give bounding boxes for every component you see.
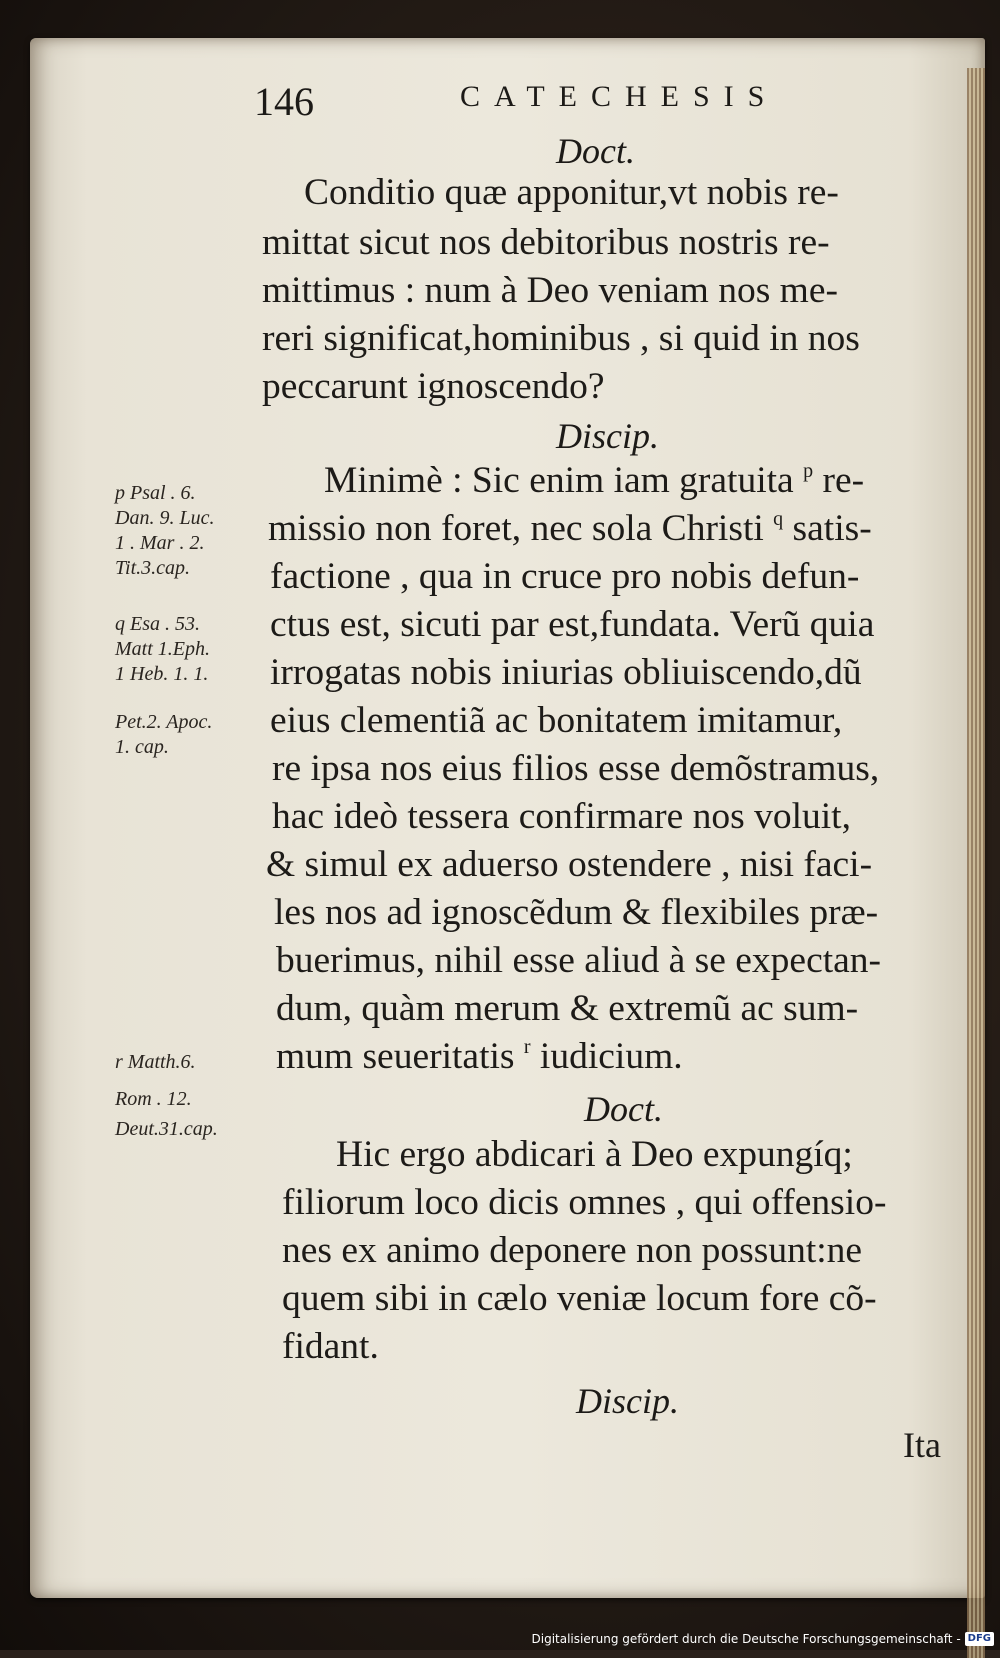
text-line: irrogatas nobis iniurias obliuiscendo,dũ <box>270 652 862 693</box>
margin-note: 1. cap. <box>115 736 169 758</box>
catchword: Ita <box>903 1425 941 1465</box>
footnote-marker: r <box>523 1035 531 1058</box>
text-line <box>324 459 865 501</box>
margin-note: Matt 1.Eph. <box>115 638 210 660</box>
text-line: reri significat,hominibus , si quid in nos <box>262 318 860 359</box>
footnote-marker: p <box>803 459 814 482</box>
margin-note: Deut.31.cap. <box>115 1118 218 1140</box>
text-line: mittimus : num à Deo veniam nos me- <box>262 270 838 311</box>
footnote-marker: q <box>773 507 784 530</box>
speaker-label: Discip. <box>556 416 659 456</box>
text-segment: Minimè : Sic enim iam gratuita <box>324 460 794 501</box>
text-line <box>268 507 872 549</box>
text-line: factione , qua in cruce pro nobis defun- <box>270 556 860 597</box>
text-line: filiorum loco dicis omnes , qui offensio- <box>282 1182 887 1223</box>
text-line: hac ideò tessera confirmare nos voluit, <box>272 796 851 837</box>
text-line: ctus est, sicuti par est,fundata. Verũ quia <box>270 604 875 645</box>
text-line: Hic ergo abdicari à Deo expungíq; <box>336 1134 853 1175</box>
text-segment: iudicium. <box>539 1036 683 1077</box>
footer-text: Digitalisierung gefördert durch die Deutsche Forschungsgemeinschaft - <box>531 1632 961 1646</box>
text-line: quem sibi in cælo veniæ locum fore cõ- <box>282 1278 877 1319</box>
dfg-logo: DFG <box>965 1632 994 1646</box>
margin-note: 1 Heb. 1. 1. <box>115 663 209 685</box>
margin-note: Pet.2. Apoc. <box>115 711 213 733</box>
text-segment: re- <box>822 460 865 501</box>
speaker-label: Doct. <box>584 1089 663 1129</box>
margin-note: Dan. 9. Luc. <box>115 507 215 529</box>
margin-note: r Matth.6. <box>115 1051 196 1073</box>
running-head: CATECHESIS <box>460 80 779 113</box>
text-line: Conditio quæ apponitur,vt nobis re- <box>304 172 839 213</box>
text-line: les nos ad ignoscẽdum & flexibiles præ- <box>274 892 879 933</box>
page-number: 146 <box>254 79 314 124</box>
speaker-label: Doct. <box>556 131 635 171</box>
text-segment: satis- <box>792 508 872 549</box>
margin-note: Tit.3.cap. <box>115 557 191 579</box>
text-line: buerimus, nihil esse aliud à se expectan- <box>276 940 882 981</box>
text-line: dum, quàm merum & extremũ ac sum- <box>276 988 859 1029</box>
text-line: eius clementiã ac bonitatem imitamur, <box>270 700 843 741</box>
page-edges <box>967 68 985 1658</box>
text-line <box>276 1035 683 1077</box>
text-line: peccarunt ignoscendo? <box>262 366 605 407</box>
text-line: fidant. <box>282 1326 379 1367</box>
text-line: re ipsa nos eius filios esse demõstramus, <box>272 748 880 789</box>
margin-note: 1 . Mar . 2. <box>115 532 205 554</box>
margin-note: p Psal . 6. <box>115 482 196 504</box>
speaker-label: Discip. <box>576 1381 679 1421</box>
text-segment: missio non foret, nec sola Christi <box>268 508 764 549</box>
text-line: & simul ex aduerso ostendere , nisi faci- <box>266 844 873 885</box>
digitization-footer <box>532 1630 995 1648</box>
text-line: nes ex animo deponere non possunt:ne <box>282 1230 863 1271</box>
text-line: mittat sicut nos debitoribus nostris re- <box>262 222 830 263</box>
margin-note: q Esa . 53. <box>115 613 200 635</box>
text-segment: mum seueritatis <box>276 1036 515 1077</box>
margin-note: Rom . 12. <box>115 1088 192 1110</box>
